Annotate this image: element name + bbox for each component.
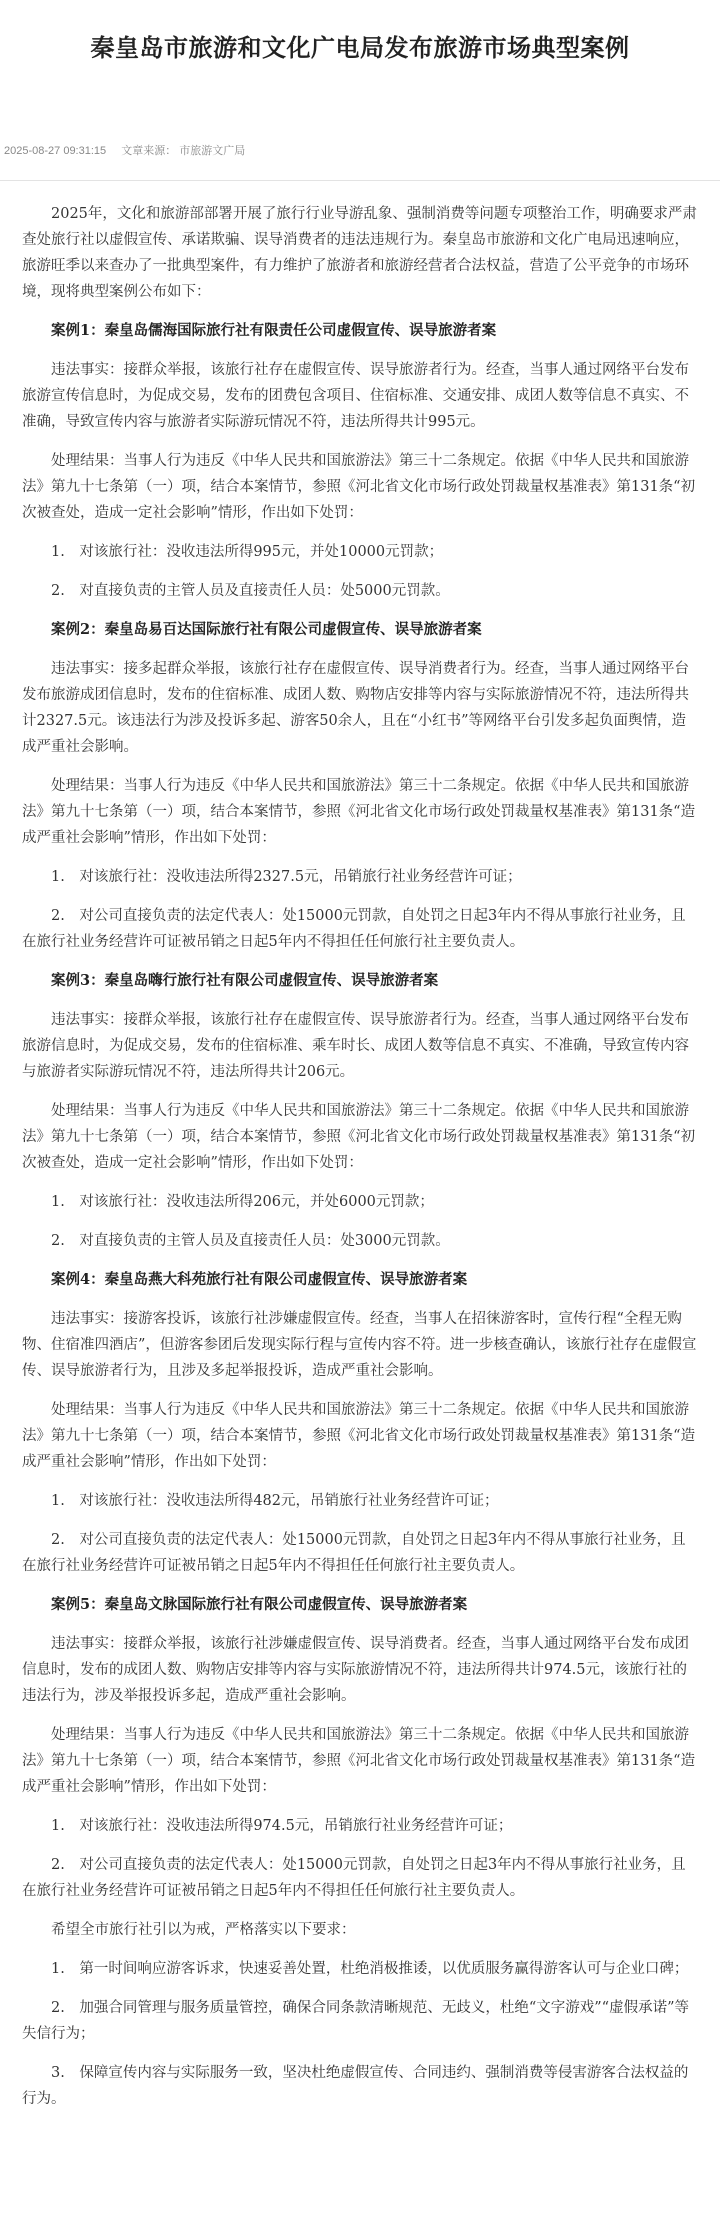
page-title: 秦皇岛市旅游和文化广电局发布旅游市场典型案例	[90, 34, 630, 62]
body-paragraph: 1. 对该旅行社：没收违法所得974.5元，吊销旅行社业务经营许可证；	[51, 1818, 513, 1834]
body-paragraph: 违法事实：接游客投诉，该旅行社涉嫌虚假宣传。经查，当事人在招徕游客时，宣传行程“全程无购物、住宿准四酒店”，但游客参团后发现实际行程与宣传内容不符。进一步核查确认，该旅行社存在虚假宣传、误导旅游者行为，且涉及多起举报投诉，造成严重社会影响。	[22, 1311, 697, 1379]
body-paragraph: 处理结果：当事人行为违反《中华人民共和国旅游法》第三十二条规定。依据《中华人民共和国旅游法》第九十七条第（一）项，结合本案情节，参照《河北省文化市场行政处罚裁量权基准表》第131条“造成严重社会影响”情形，作出如下处罚：	[22, 778, 696, 846]
body-paragraph: 违法事实：接群众举报，该旅行社存在虚假宣传、误导旅游者行为。经查，当事人通过网络平台发布旅游信息时，为促成交易，发布的住宿标准、乘车时长、成团人数等信息不真实、不准确，导致宣传内容与旅游者实际游玩情况不符，违法所得共计206元。	[22, 1012, 689, 1080]
article-source: 文章来源： 市旅游文广局	[121, 145, 246, 157]
body-paragraph: 2. 对直接负责的主管人员及直接责任人员：处3000元罚款。	[51, 1233, 450, 1249]
body-paragraph: 2. 对公司直接负责的法定代表人：处15000元罚款，自处罚之日起3年内不得从事旅行社业务，且在旅行社业务经营许可证被吊销之日起5年内不得担任任何旅行社主要负责人。	[22, 1532, 686, 1574]
case-heading: 案例5：秦皇岛文脉国际旅行社有限公司虚假宣传、误导旅游者案	[51, 1596, 468, 1613]
body-paragraph: 违法事实：接群众举报，该旅行社存在虚假宣传、误导旅游者行为。经查，当事人通过网络平台发布旅游宣传信息时，为促成交易，发布的团费包含项目、住宿标准、交通安排、成团人数等信息不真实、不准确，导致宣传内容与旅游者实际游玩情况不符，违法所得共计995元。	[22, 362, 689, 430]
body-paragraph: 2. 对直接负责的主管人员及直接责任人员：处5000元罚款。	[51, 583, 450, 599]
body-paragraph: 处理结果：当事人行为违反《中华人民共和国旅游法》第三十二条规定。依据《中华人民共和国旅游法》第九十七条第（一）项，结合本案情节，参照《河北省文化市场行政处罚裁量权基准表》第131条“造成严重社会影响”情形，作出如下处罚：	[22, 1727, 696, 1795]
body-paragraph: 1. 对该旅行社：没收违法所得2327.5元，吊销旅行社业务经营许可证；	[51, 869, 522, 885]
body-paragraph: 2025年，文化和旅游部部署开展了旅行行业导游乱象、强制消费等问题专项整治工作，明确要求严肃查处旅行社以虚假宣传、承诺欺骗、误导消费者的违法违规行为。秦皇岛市旅游和文化广电局迅速响应，旅游旺季以来查办了一批典型案件，有力维护了旅游者和旅游经营者合法权益，营造了公平竞争的市场环境，现将典型案例公布如下：	[22, 206, 697, 300]
body-paragraph: 违法事实：接群众举报，该旅行社涉嫌虚假宣传、误导消费者。经查，当事人通过网络平台发布成团信息时，发布的成团人数、购物店安排等内容与实际旅游情况不符，违法所得共计974.5元，该旅行社的违法行为，涉及举报投诉多起，造成严重社会影响。	[22, 1636, 689, 1704]
body-paragraph: 希望全市旅行社引以为戒，严格落实以下要求：	[51, 1922, 356, 1938]
body-paragraph: 处理结果：当事人行为违反《中华人民共和国旅游法》第三十二条规定。依据《中华人民共和国旅游法》第九十七条第（一）项，结合本案情节，参照《河北省文化市场行政处罚裁量权基准表》第131条“造成严重社会影响”情形，作出如下处罚：	[22, 1402, 696, 1470]
body-paragraph: 3. 保障宣传内容与实际服务一致，坚决杜绝虚假宣传、合同违约、强制消费等侵害游客合法权益的行为。	[22, 2065, 689, 2107]
body-paragraph: 1. 第一时间响应游客诉求，快速妥善处置，杜绝消极推诿，以优质服务赢得游客认可与企业口碑；	[51, 1961, 689, 1977]
body-paragraph: 1. 对该旅行社：没收违法所得995元，并处10000元罚款；	[51, 544, 444, 560]
body-paragraph: 违法事实：接多起群众举报，该旅行社存在虚假宣传、误导消费者行为。经查，当事人通过网络平台发布旅游成团信息时，发布的住宿标准、成团人数、购物店安排等内容与实际旅游情况不符，违法所得共计2327.5元。该违法行为涉及投诉多起、游客50余人，且在“小红书”等网络平台引发多起负面舆情，造成严重社会影响。	[22, 661, 689, 755]
body-paragraph: 2. 加强合同管理与服务质量管控，确保合同条款清晰规范、无歧义，杜绝“文字游戏”“虚假承诺”等失信行为；	[22, 2000, 689, 2042]
article-meta	[0, 142, 720, 160]
case-heading: 案例2：秦皇岛易百达国际旅行社有限公司虚假宣传、误导旅游者案	[51, 621, 482, 638]
publish-date: 2025-08-27 09:31:15	[4, 145, 107, 157]
article-body	[0, 181, 720, 2112]
body-paragraph: 2. 对公司直接负责的法定代表人：处15000元罚款，自处罚之日起3年内不得从事旅行社业务，且在旅行社业务经营许可证被吊销之日起5年内不得担任任何旅行社主要负责人。	[22, 908, 686, 950]
body-paragraph: 处理结果：当事人行为违反《中华人民共和国旅游法》第三十二条规定。依据《中华人民共和国旅游法》第九十七条第（一）项，结合本案情节，参照《河北省文化市场行政处罚裁量权基准表》第131条“初次被查处，造成一定社会影响”情形，作出如下处罚：	[22, 453, 696, 521]
body-paragraph: 处理结果：当事人行为违反《中华人民共和国旅游法》第三十二条规定。依据《中华人民共和国旅游法》第九十七条第（一）项，结合本案情节，参照《河北省文化市场行政处罚裁量权基准表》第131条“初次被查处，造成一定社会影响”情形，作出如下处罚：	[22, 1103, 696, 1171]
case-heading: 案例3：秦皇岛嗨行旅行社有限公司虚假宣传、误导旅游者案	[51, 972, 439, 989]
body-paragraph: 1. 对该旅行社：没收违法所得482元，吊销旅行社业务经营许可证；	[51, 1493, 499, 1509]
case-heading: 案例4：秦皇岛燕大科苑旅行社有限公司虚假宣传、误导旅游者案	[51, 1271, 468, 1288]
body-paragraph: 2. 对公司直接负责的法定代表人：处15000元罚款，自处罚之日起3年内不得从事旅行社业务，且在旅行社业务经营许可证被吊销之日起5年内不得担任任何旅行社主要负责人。	[22, 1857, 686, 1899]
body-paragraph: 1. 对该旅行社：没收违法所得206元，并处6000元罚款；	[51, 1194, 434, 1210]
case-heading: 案例1：秦皇岛儒海国际旅行社有限责任公司虚假宣传、误导旅游者案	[51, 322, 497, 339]
